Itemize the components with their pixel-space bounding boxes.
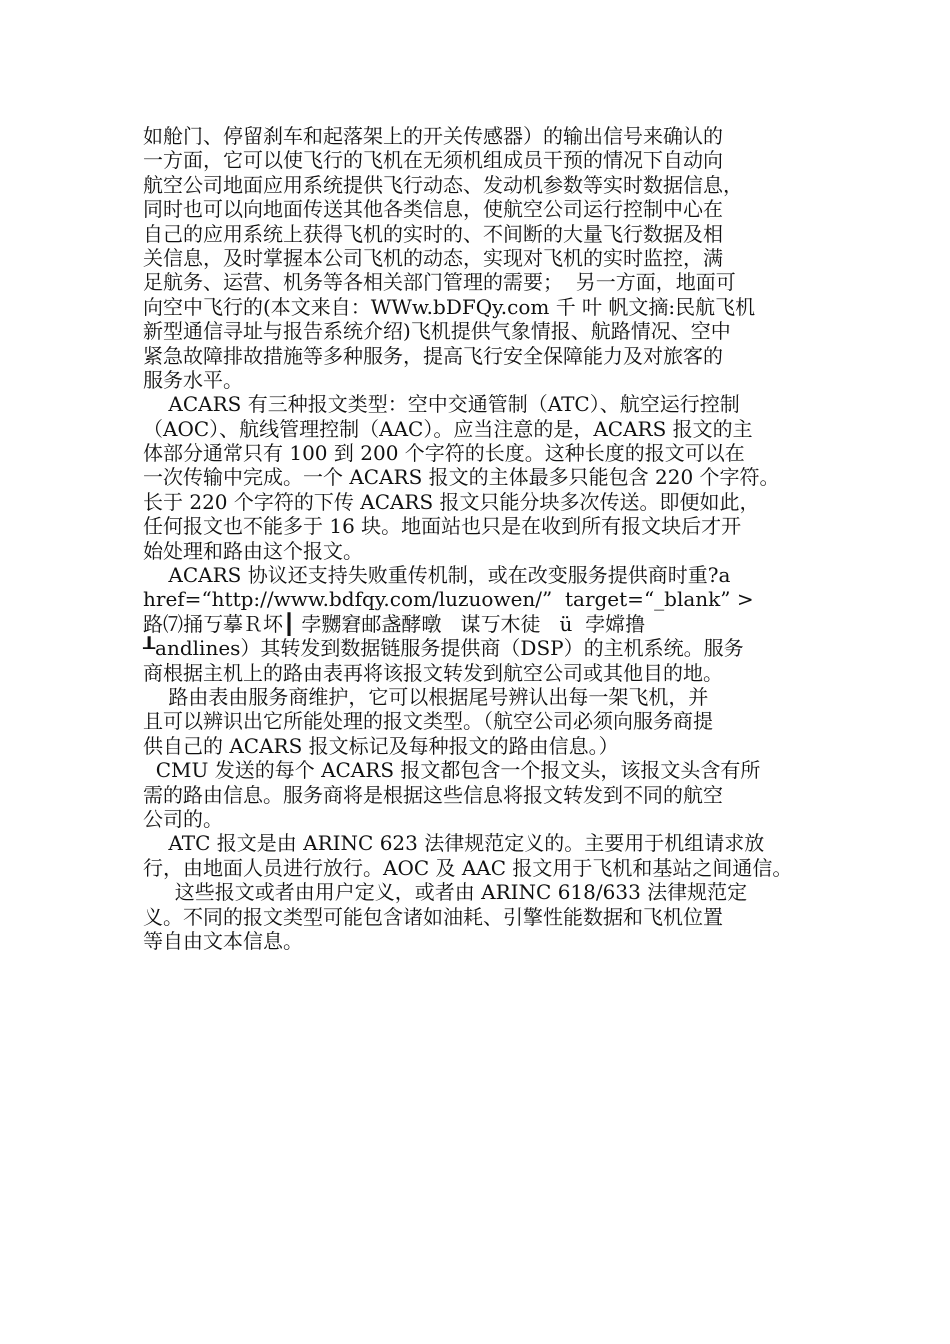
- text-line: 供自己的 ACARS 报文标记及每种报文的路由信息。）: [143, 733, 619, 758]
- text-line: 始处理和路由这个报文。: [143, 538, 363, 563]
- text-line: ┸andlines）其转发到数据链服务提供商（DSP）的主机系统。服务: [143, 636, 744, 661]
- text-line: 路由表由服务商维护，它可以根据尾号辨认出每一架飞机，并: [143, 684, 709, 709]
- text-line: 航空公司地面应用系统提供飞行动态、发动机参数等实时数据信息，: [143, 172, 743, 197]
- text-line: 体部分通常只有 100 到 200 个字符的长度。这种长度的报文可以在: [143, 441, 745, 466]
- text-line: 长于 220 个字符的下传 ACARS 报文只能分块多次传送。即便如此，: [143, 489, 760, 514]
- text-line: 商根据主机上的路由表再将该报文转发到航空公司或其他目的地。: [143, 660, 723, 685]
- text-line: 等自由文本信息。: [143, 928, 303, 953]
- text-line: 一次传输中完成。一个 ACARS 报文的主体最多只能包含 220 个字符。: [143, 465, 780, 490]
- text-line: （AOC）、航线管理控制（AAC）。应当注意的是，ACARS 报文的主: [143, 416, 753, 441]
- text-line: 关信息，及时掌握本公司飞机的动态，实现对飞机的实时监控，满: [143, 245, 723, 270]
- text-line: 同时也可以向地面传送其他各类信息，使航空公司运行控制中心在: [143, 197, 723, 222]
- text-line: 需的路由信息。服务商将是根据这些信息将报文转发到不同的航空: [143, 782, 723, 807]
- text-line: 紧急故障排故措施等多种服务，提高飞行安全保障能力及对旅客的: [143, 343, 723, 368]
- text-line: 义。不同的报文类型可能包含诸如油耗、引擎性能数据和飞机位置: [143, 904, 723, 929]
- text-line: 且可以辨识出它所能处理的报文类型。（航空公司必须向服务商提: [143, 709, 713, 734]
- text-line: 服务水平。: [143, 367, 243, 392]
- text-line: 公司的。: [143, 806, 223, 831]
- text-line: 如舱门、停留刹车和起落架上的开关传感器）的输出信号来确认的: [143, 124, 723, 148]
- text-line: href=“http://www.bdfqy.com/luzuowen/” target=“_blank” >: [143, 587, 754, 612]
- text-line: ATC 报文是由 ARINC 623 法律规范定义的。主要用于机组请求放: [143, 831, 765, 856]
- text-line: 新型通信寻址与报告系统介绍)飞机提供气象情报、航路情况、空中: [143, 319, 731, 344]
- text-line: ACARS 协议还支持失败重传机制，或在改变服务提供商时重?a: [143, 563, 731, 588]
- text-line: ACARS 有三种报文类型：空中交通管制（ATC）、航空运行控制: [143, 392, 740, 417]
- document-body: [143, 124, 823, 953]
- text-line: 一方面，它可以使飞行的飞机在无须机组成员干预的情况下自动向: [143, 148, 723, 173]
- text-line: 足航务、运营、机务等各相关部门管理的需要； 另一方面，地面可: [143, 270, 736, 295]
- text-line: 向空中飞行的(本文来自：WWw.bDFQy.com 千 叶 帆文摘:民航飞机: [143, 294, 756, 319]
- text-line: 任何报文也不能多于 16 块。地面站也只是在收到所有报文块后才开: [143, 514, 742, 539]
- text-line: 自己的应用系统上获得飞机的实时的、不间断的大量飞行数据及相: [143, 221, 723, 246]
- text-line: CMU 发送的每个 ACARS 报文都包含一个报文头，该报文头含有所: [143, 758, 761, 783]
- text-line: 这些报文或者由用户定义，或者由 ARINC 618/633 法律规范定: [143, 880, 748, 905]
- text-line: 行，由地面人员进行放行。AOC 及 AAC 报文用于飞机和基站之间通信。: [143, 855, 793, 880]
- text-line: 路⑺捅丂摹Ｒ坏┃ 孛嬲窘邮盏酵暾 谋丂木徒 ü 孛嫦撸: [143, 611, 646, 636]
